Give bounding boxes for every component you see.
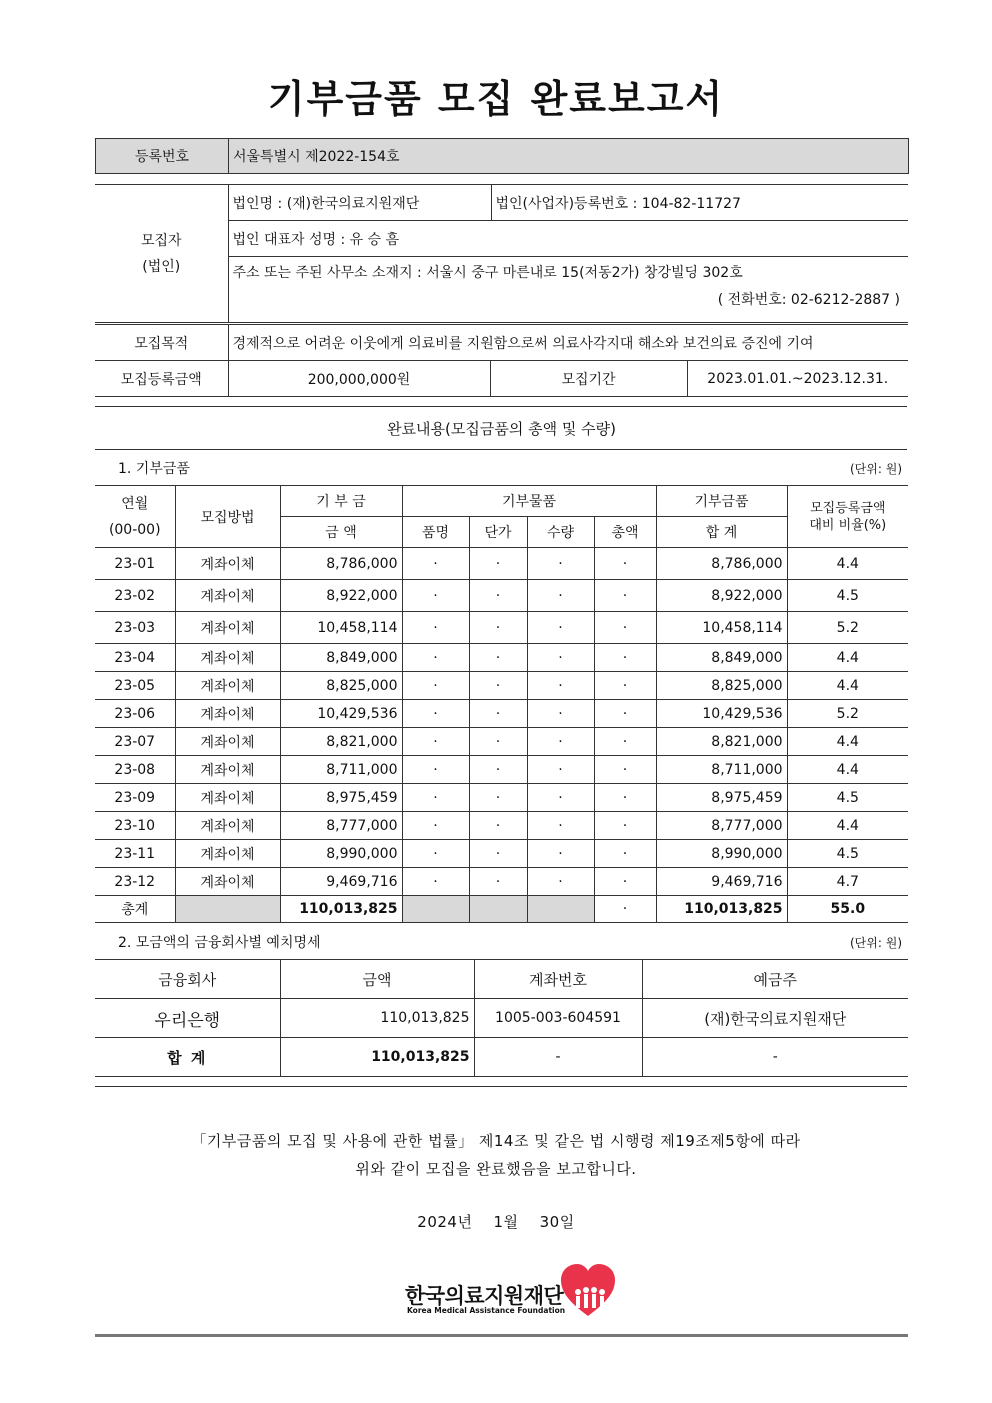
goods-price-cell: · bbox=[469, 728, 527, 756]
goods-total-cell: · bbox=[594, 728, 656, 756]
donation-rows bbox=[95, 548, 908, 896]
header-goods-name: 품명 bbox=[402, 517, 469, 548]
amount-label: 모집등록금액 bbox=[95, 361, 228, 397]
method-cell: 계좌이체 bbox=[175, 728, 280, 756]
deposit-total-amount: 110,013,825 bbox=[280, 1038, 474, 1077]
goods-total-cell: · bbox=[594, 784, 656, 812]
section1-label: 1. 기부금품 bbox=[118, 461, 190, 477]
goods-name-cell: · bbox=[402, 700, 469, 728]
month-cell: 23-05 bbox=[95, 672, 175, 700]
goods-name-cell: · bbox=[402, 580, 469, 612]
goods-name-cell: · bbox=[402, 644, 469, 672]
biz-registration-no: 법인(사업자)등록번호 : 104-82-11727 bbox=[491, 185, 908, 221]
header-ratio bbox=[787, 486, 908, 548]
sum-cell: 10,429,536 bbox=[656, 700, 787, 728]
section1-unit: (단위: 원) bbox=[850, 462, 902, 476]
deposit-table bbox=[95, 959, 908, 1077]
amount-cell: 10,458,114 bbox=[280, 612, 402, 644]
goods-qty-cell: · bbox=[527, 644, 594, 672]
method-cell: 계좌이체 bbox=[175, 580, 280, 612]
amount-cell: 8,711,000 bbox=[280, 756, 402, 784]
month-cell: 23-03 bbox=[95, 612, 175, 644]
method-cell: 계좌이체 bbox=[175, 784, 280, 812]
ratio-cell: 4.4 bbox=[787, 728, 908, 756]
total-row bbox=[95, 896, 908, 923]
header-amount: 금액 bbox=[280, 960, 474, 999]
goods-name-cell: · bbox=[402, 728, 469, 756]
ratio-cell: 4.7 bbox=[787, 868, 908, 896]
deposit-total-account: - bbox=[474, 1038, 642, 1077]
ratio-cell: 4.4 bbox=[787, 644, 908, 672]
total-sum: 110,013,825 bbox=[656, 896, 787, 923]
header-money: 기 부 금 bbox=[280, 486, 402, 517]
header-goods-qty: 수량 bbox=[527, 517, 594, 548]
table-row bbox=[95, 580, 908, 612]
goods-name-cell: · bbox=[402, 868, 469, 896]
goods-qty-cell: · bbox=[527, 700, 594, 728]
goods-qty-cell: · bbox=[527, 672, 594, 700]
goods-price-cell: · bbox=[469, 700, 527, 728]
header-method: 모집방법 bbox=[175, 486, 280, 548]
month-cell: 23-06 bbox=[95, 700, 175, 728]
divider bbox=[95, 1086, 907, 1087]
goods-price-cell: · bbox=[469, 548, 527, 580]
completion-header: 완료내용(모집금품의 총액 및 수량) bbox=[387, 420, 616, 438]
header-ratio-line2: 대비 비율(%) bbox=[809, 517, 887, 533]
header-ratio-line1: 모집등록금액 bbox=[810, 500, 886, 516]
sum-cell: 8,990,000 bbox=[656, 840, 787, 868]
goods-total-cell: · bbox=[594, 612, 656, 644]
section2-unit: (단위: 원) bbox=[850, 936, 902, 950]
divider bbox=[95, 449, 907, 450]
period-value: 2023.01.01.~2023.12.31. bbox=[687, 361, 908, 397]
month-cell: 23-07 bbox=[95, 728, 175, 756]
month-cell: 23-09 bbox=[95, 784, 175, 812]
header-total: 기부금품 bbox=[656, 486, 787, 517]
month-cell: 23-12 bbox=[95, 868, 175, 896]
header-month bbox=[95, 486, 175, 548]
phone: ( 전화번호: 02-6212-2887 ) bbox=[717, 292, 900, 308]
amount-cell: 10,429,536 bbox=[280, 700, 402, 728]
goods-name-cell: · bbox=[402, 612, 469, 644]
header-bank: 금융회사 bbox=[95, 960, 280, 999]
goods-total-cell: · bbox=[594, 644, 656, 672]
total-ratio: 55.0 bbox=[787, 896, 908, 923]
goods-total-cell: · bbox=[594, 580, 656, 612]
month-cell: 23-08 bbox=[95, 756, 175, 784]
goods-qty-cell: · bbox=[527, 548, 594, 580]
representative: 법인 대표자 성명 : 유 승 흠 bbox=[228, 221, 908, 257]
method-cell: 계좌이체 bbox=[175, 840, 280, 868]
header-month-label: 연월 bbox=[121, 495, 149, 512]
closing-line2: 위와 같이 모집을 완료했음을 보고합니다. bbox=[355, 1160, 637, 1178]
amount-cell: 8,990,000 bbox=[280, 840, 402, 868]
corp-name: 법인명 : (재)한국의료지원재단 bbox=[228, 185, 491, 221]
logo-name-ko: 한국의료지원재단 bbox=[405, 1284, 564, 1308]
method-cell: 계좌이체 bbox=[175, 812, 280, 840]
ratio-cell: 4.5 bbox=[787, 784, 908, 812]
deposit-row bbox=[95, 999, 908, 1038]
table-row bbox=[95, 672, 908, 700]
sum-cell: 8,777,000 bbox=[656, 812, 787, 840]
goods-qty-cell: · bbox=[527, 784, 594, 812]
deposit-total-row bbox=[95, 1038, 908, 1077]
goods-price-cell: · bbox=[469, 580, 527, 612]
amount-cell: 9,469,716 bbox=[280, 868, 402, 896]
deposit-amount: 110,013,825 bbox=[280, 999, 474, 1038]
goods-name-cell: · bbox=[402, 840, 469, 868]
purpose-label: 모집목적 bbox=[95, 325, 228, 361]
page-title: 기부금품 모집 완료보고서 bbox=[267, 77, 725, 121]
address-cell bbox=[228, 257, 908, 323]
goods-qty-cell: · bbox=[527, 728, 594, 756]
amount-cell: 8,786,000 bbox=[280, 548, 402, 580]
header-money-sub: 금 액 bbox=[280, 517, 402, 548]
bank-name: 우리은행 bbox=[95, 999, 280, 1038]
goods-qty-cell: · bbox=[527, 612, 594, 644]
month-cell: 23-10 bbox=[95, 812, 175, 840]
goods-name-cell: · bbox=[402, 548, 469, 580]
header-goods-price: 단가 bbox=[469, 517, 527, 548]
total-empty-cell bbox=[527, 896, 594, 923]
goods-price-cell: · bbox=[469, 672, 527, 700]
sum-cell: 8,821,000 bbox=[656, 728, 787, 756]
registration-label: 등록번호 bbox=[96, 139, 229, 174]
amount-cell: 8,821,000 bbox=[280, 728, 402, 756]
goods-qty-cell: · bbox=[527, 812, 594, 840]
section2-label: 2. 모금액의 금융회사별 예치명세 bbox=[118, 935, 321, 951]
header-goods: 기부물품 bbox=[402, 486, 656, 517]
goods-qty-cell: · bbox=[527, 756, 594, 784]
recruiter-label-line2: (법인) bbox=[142, 258, 181, 275]
sum-cell: 8,922,000 bbox=[656, 580, 787, 612]
sum-cell: 9,469,716 bbox=[656, 868, 787, 896]
report-date: 2024년 1월 30일 bbox=[417, 1213, 575, 1231]
total-empty-cell bbox=[402, 896, 469, 923]
goods-total-cell: · bbox=[594, 868, 656, 896]
heart-icon bbox=[559, 1262, 617, 1318]
deposit-total-label: 합 계 bbox=[95, 1038, 280, 1077]
goods-name-cell: · bbox=[402, 672, 469, 700]
purpose-value: 경제적으로 어려운 이웃에게 의료비를 지원함으로써 의료사각지대 해소와 보건의료 증진에 기여 bbox=[228, 325, 908, 361]
period-label: 모집기간 bbox=[490, 361, 687, 397]
method-cell: 계좌이체 bbox=[175, 756, 280, 784]
recruiter-table bbox=[95, 184, 908, 323]
goods-name-cell: · bbox=[402, 756, 469, 784]
header-goods-total: 총액 bbox=[594, 517, 656, 548]
goods-price-cell: · bbox=[469, 812, 527, 840]
method-cell: 계좌이체 bbox=[175, 700, 280, 728]
table-row bbox=[95, 644, 908, 672]
ratio-cell: 5.2 bbox=[787, 612, 908, 644]
footer-rule bbox=[95, 1334, 908, 1337]
goods-total-cell: · bbox=[594, 812, 656, 840]
method-cell: 계좌이체 bbox=[175, 548, 280, 580]
table-row bbox=[95, 548, 908, 580]
donation-table bbox=[95, 485, 908, 923]
account-holder: (재)한국의료지원재단 bbox=[642, 999, 908, 1038]
goods-total-cell: · bbox=[594, 548, 656, 580]
recruiter-label-line1: 모집자 bbox=[140, 232, 182, 249]
account-number: 1005-003-604591 bbox=[474, 999, 642, 1038]
deposit-total-holder: - bbox=[642, 1038, 908, 1077]
month-cell: 23-01 bbox=[95, 548, 175, 580]
sum-cell: 8,975,459 bbox=[656, 784, 787, 812]
ratio-cell: 4.4 bbox=[787, 548, 908, 580]
month-cell: 23-11 bbox=[95, 840, 175, 868]
recruiter-label bbox=[95, 185, 228, 323]
table-row bbox=[95, 756, 908, 784]
amount-cell: 8,825,000 bbox=[280, 672, 402, 700]
method-cell: 계좌이체 bbox=[175, 612, 280, 644]
total-empty-cell bbox=[175, 896, 280, 923]
address: 주소 또는 주된 사무소 소재지 : 서울시 중구 마른내로 15(저동2가) 창강빌딩 302호 bbox=[232, 265, 743, 281]
ratio-cell: 4.4 bbox=[787, 756, 908, 784]
goods-price-cell: · bbox=[469, 644, 527, 672]
method-cell: 계좌이체 bbox=[175, 644, 280, 672]
table-row bbox=[95, 812, 908, 840]
amount-cell: 8,849,000 bbox=[280, 644, 402, 672]
registration-table bbox=[95, 138, 909, 174]
amount-cell: 8,777,000 bbox=[280, 812, 402, 840]
goods-qty-cell: · bbox=[527, 868, 594, 896]
registration-value: 서울특별시 제2022-154호 bbox=[229, 139, 909, 174]
foundation-logo bbox=[405, 1262, 620, 1322]
month-cell: 23-02 bbox=[95, 580, 175, 612]
table-row bbox=[95, 612, 908, 644]
month-cell: 23-04 bbox=[95, 644, 175, 672]
goods-total-cell: · bbox=[594, 672, 656, 700]
goods-name-cell: · bbox=[402, 812, 469, 840]
header-month-sub: (00-00) bbox=[108, 521, 161, 538]
table-row bbox=[95, 700, 908, 728]
goods-price-cell: · bbox=[469, 868, 527, 896]
method-cell: 계좌이체 bbox=[175, 672, 280, 700]
goods-price-cell: · bbox=[469, 756, 527, 784]
ratio-cell: 4.4 bbox=[787, 672, 908, 700]
sum-cell: 8,849,000 bbox=[656, 644, 787, 672]
purpose-table bbox=[95, 324, 908, 397]
sum-cell: 8,825,000 bbox=[656, 672, 787, 700]
amount-cell: 8,975,459 bbox=[280, 784, 402, 812]
ratio-cell: 4.5 bbox=[787, 840, 908, 868]
header-holder: 예금주 bbox=[642, 960, 908, 999]
goods-name-cell: · bbox=[402, 784, 469, 812]
goods-total-cell: · bbox=[594, 700, 656, 728]
sum-cell: 8,786,000 bbox=[656, 548, 787, 580]
table-row bbox=[95, 840, 908, 868]
closing-line1: 「기부금품의 모집 및 사용에 관한 법률」 제14조 및 같은 법 시행령 제19조제5항에 따라 bbox=[191, 1132, 801, 1150]
table-row bbox=[95, 784, 908, 812]
total-empty-cell bbox=[469, 896, 527, 923]
total-goods-total: · bbox=[594, 896, 656, 923]
divider bbox=[95, 406, 907, 407]
total-amount: 110,013,825 bbox=[280, 896, 402, 923]
amount-value: 200,000,000원 bbox=[228, 361, 490, 397]
ratio-cell: 4.4 bbox=[787, 812, 908, 840]
total-label: 총계 bbox=[95, 896, 175, 923]
goods-price-cell: · bbox=[469, 784, 527, 812]
table-row bbox=[95, 868, 908, 896]
goods-total-cell: · bbox=[594, 840, 656, 868]
method-cell: 계좌이체 bbox=[175, 868, 280, 896]
sum-cell: 10,458,114 bbox=[656, 612, 787, 644]
logo-name-en: Korea Medical Assistance Foundation bbox=[407, 1306, 566, 1315]
goods-qty-cell: · bbox=[527, 580, 594, 612]
header-account: 계좌번호 bbox=[474, 960, 642, 999]
goods-total-cell: · bbox=[594, 756, 656, 784]
ratio-cell: 4.5 bbox=[787, 580, 908, 612]
goods-price-cell: · bbox=[469, 840, 527, 868]
goods-price-cell: · bbox=[469, 612, 527, 644]
goods-qty-cell: · bbox=[527, 840, 594, 868]
amount-cell: 8,922,000 bbox=[280, 580, 402, 612]
sum-cell: 8,711,000 bbox=[656, 756, 787, 784]
ratio-cell: 5.2 bbox=[787, 700, 908, 728]
table-row bbox=[95, 728, 908, 756]
header-total-sub: 합 계 bbox=[656, 517, 787, 548]
